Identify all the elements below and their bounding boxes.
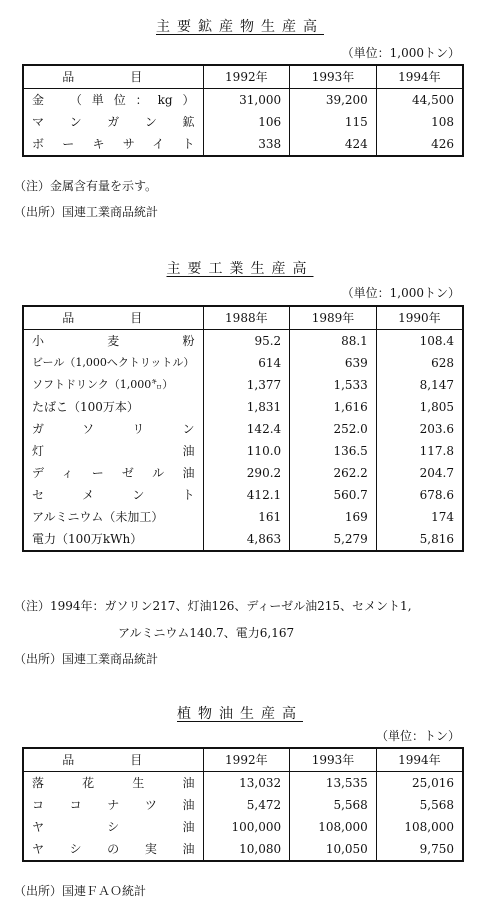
mineral-table — [22, 64, 464, 157]
cell-value: 174 — [376, 506, 463, 528]
table-header-row — [23, 748, 463, 772]
cell-value: 4,863 — [203, 528, 290, 551]
unit-label: （単位：トン） — [375, 729, 460, 743]
cell-value: 100,000 — [203, 816, 290, 838]
footnote: （注）1994年：ガソリン217、灯油126、ディーゼル油215、セメント1, — [14, 599, 412, 613]
source-note: （出所）国連工業商品統計 — [14, 205, 159, 219]
table-row — [23, 440, 463, 462]
table-row — [23, 772, 463, 795]
row-label: 金 （単位：kg） — [32, 93, 195, 107]
section-title: 植物油生産高 — [177, 706, 303, 722]
cell-value: 8,147 — [376, 374, 463, 396]
table-row — [23, 528, 463, 551]
header-year: 1992年 — [203, 748, 290, 772]
row-label: 灯油 — [32, 444, 195, 458]
header-year: 1994年 — [376, 748, 463, 772]
footnote-continued: アルミニウム140.7、電力6,167 — [118, 626, 295, 640]
row-label: ディーゼル油 — [32, 466, 195, 480]
cell-value: 115 — [290, 111, 377, 133]
cell-value: 88.1 — [290, 330, 377, 353]
table-row — [23, 838, 463, 861]
cell-value: 31,000 — [203, 89, 290, 112]
cell-value: 10,080 — [203, 838, 290, 861]
header-year: 1992年 — [203, 65, 290, 89]
cell-value: 5,472 — [203, 794, 290, 816]
cell-value: 25,016 — [376, 772, 463, 795]
cell-value: 678.6 — [376, 484, 463, 506]
header-item: 品 目 — [23, 65, 203, 89]
cell-value: 10,050 — [290, 838, 377, 861]
cell-value: 108,000 — [290, 816, 377, 838]
cell-value: 5,568 — [290, 794, 377, 816]
table-row — [23, 352, 463, 374]
cell-value: 614 — [203, 352, 290, 374]
table-row — [23, 484, 463, 506]
cell-value: 262.2 — [290, 462, 377, 484]
row-label: ガソリン — [32, 422, 195, 436]
cell-value: 204.7 — [376, 462, 463, 484]
cell-value: 169 — [290, 506, 377, 528]
cell-value: 290.2 — [203, 462, 290, 484]
unit-label: （単位：1,000トン） — [341, 286, 460, 300]
row-label: ヤシ油 — [32, 820, 195, 834]
vegetable-oil-table — [22, 747, 464, 862]
cell-value: 338 — [203, 133, 290, 156]
table-header-row — [23, 65, 463, 89]
cell-value: 1,533 — [290, 374, 377, 396]
header-year: 1989年 — [290, 306, 377, 330]
cell-value: 110.0 — [203, 440, 290, 462]
cell-value: 108.4 — [376, 330, 463, 353]
cell-value: 108 — [376, 111, 463, 133]
row-label: セメント — [32, 488, 195, 502]
header-item: 品 目 — [23, 306, 203, 330]
section-title: 主要鉱産物生産高 — [156, 19, 324, 35]
cell-value: 424 — [290, 133, 377, 156]
cell-value: 44,500 — [376, 89, 463, 112]
table-row — [23, 418, 463, 440]
header-year: 1990年 — [376, 306, 463, 330]
cell-value: 95.2 — [203, 330, 290, 353]
cell-value: 628 — [376, 352, 463, 374]
cell-value: 117.8 — [376, 440, 463, 462]
table-row — [23, 506, 463, 528]
table-row — [23, 133, 463, 156]
cell-value: 136.5 — [290, 440, 377, 462]
table-row — [23, 462, 463, 484]
row-label: 小麦粉 — [32, 334, 195, 348]
cell-value: 1,831 — [203, 396, 290, 418]
header-year: 1994年 — [376, 65, 463, 89]
header-item: 品 目 — [23, 748, 203, 772]
cell-value: 203.6 — [376, 418, 463, 440]
header-year: 1993年 — [290, 748, 377, 772]
cell-value: 13,535 — [290, 772, 377, 795]
row-label: ビール（1,000ヘクトリットル） — [32, 356, 195, 369]
cell-value: 9,750 — [376, 838, 463, 861]
footnote: （注）金属含有量を示す。 — [14, 179, 158, 193]
cell-value: 108,000 — [376, 816, 463, 838]
row-label: 電力（100万kWh） — [32, 532, 143, 546]
industrial-table — [22, 305, 464, 552]
cell-value: 142.4 — [203, 418, 290, 440]
row-label: ココナツ油 — [32, 798, 195, 812]
row-label: マンガン鉱 — [32, 115, 195, 129]
cell-value: 161 — [203, 506, 290, 528]
table-row — [23, 816, 463, 838]
table-header-row — [23, 306, 463, 330]
source-note: （出所）国連ＦＡＯ統計 — [14, 884, 147, 898]
cell-value: 560.7 — [290, 484, 377, 506]
row-label: アルミニウム（未加工） — [32, 510, 164, 524]
header-year: 1988年 — [203, 306, 290, 330]
cell-value: 426 — [376, 133, 463, 156]
row-label: ボーキサイト — [32, 137, 195, 151]
table-row — [23, 374, 463, 396]
cell-value: 639 — [290, 352, 377, 374]
table-row — [23, 330, 463, 353]
row-label: ソフトドリンク（1,000㌔） — [32, 378, 174, 391]
row-label: 落花生油 — [32, 776, 195, 790]
cell-value: 39,200 — [290, 89, 377, 112]
cell-value: 5,568 — [376, 794, 463, 816]
cell-value: 106 — [203, 111, 290, 133]
row-label: ヤシの実油 — [32, 842, 195, 856]
cell-value: 252.0 — [290, 418, 377, 440]
table-row — [23, 396, 463, 418]
cell-value: 5,279 — [290, 528, 377, 551]
source-note: （出所）国連工業商品統計 — [14, 652, 159, 666]
cell-value: 412.1 — [203, 484, 290, 506]
cell-value: 1,377 — [203, 374, 290, 396]
cell-value: 1,616 — [290, 396, 377, 418]
cell-value: 13,032 — [203, 772, 290, 795]
cell-value: 5,816 — [376, 528, 463, 551]
header-year: 1993年 — [290, 65, 377, 89]
unit-label: （単位：1,000トン） — [341, 46, 460, 60]
section-title: 主要工業生産高 — [166, 261, 314, 277]
row-label: たばこ（100万本） — [32, 400, 139, 414]
table-row — [23, 89, 463, 112]
table-row — [23, 794, 463, 816]
cell-value: 1,805 — [376, 396, 463, 418]
table-row — [23, 111, 463, 133]
